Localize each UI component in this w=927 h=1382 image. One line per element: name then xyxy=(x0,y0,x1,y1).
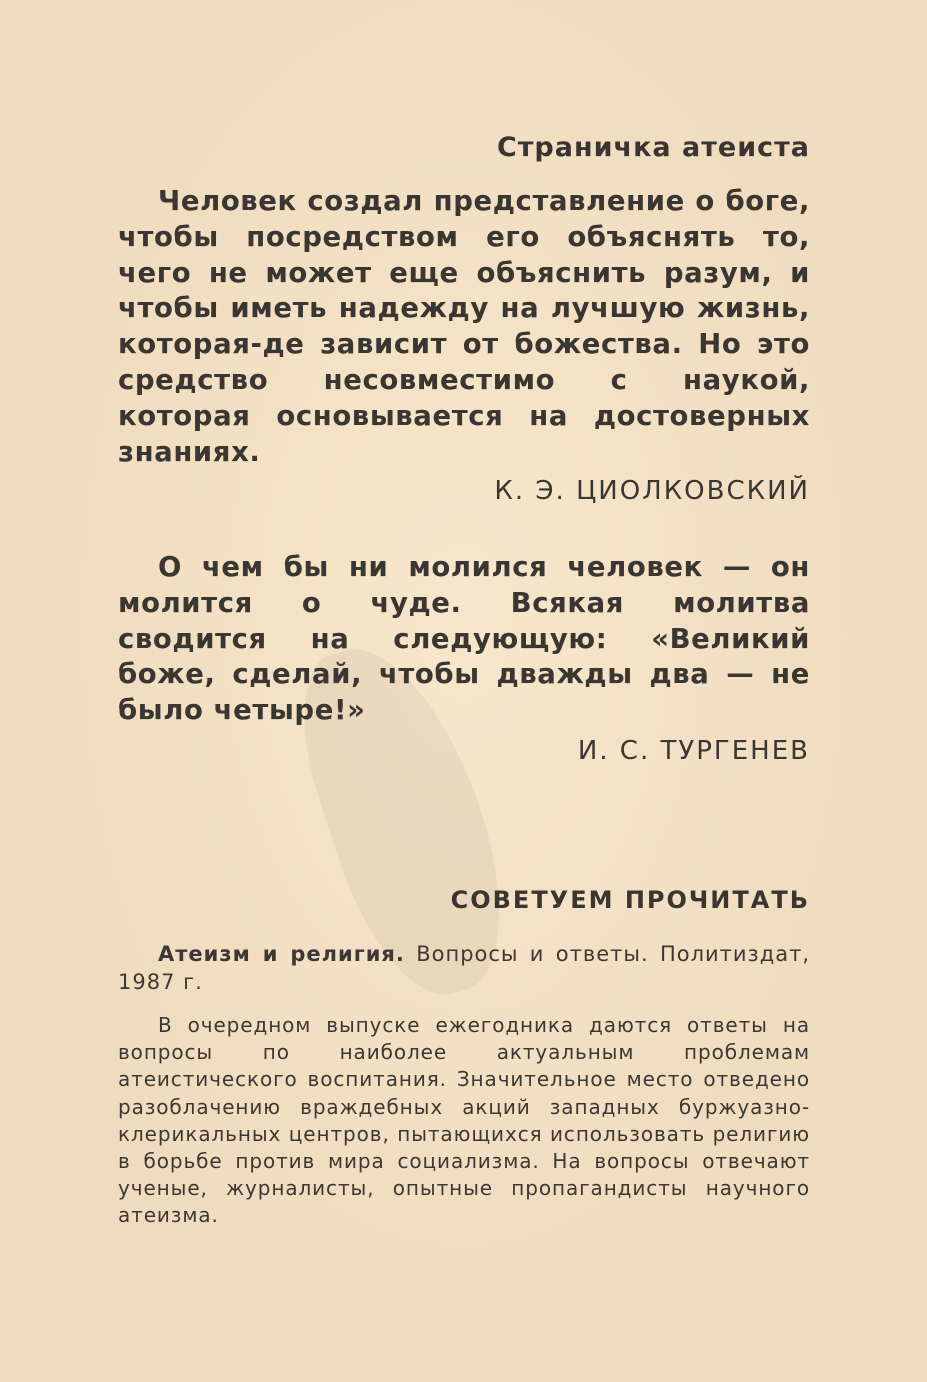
author-turgenev: И. С. ТУРГЕНЕВ xyxy=(577,736,810,766)
quote-tsiolkovsky: Человек создал представление о боге, чтобы посредством его объяснять то, чего не может еще объяснить разум, и чтобы иметь надежду на лучшую жизнь, которая-де зависит от божества. Но это средство несовместимо с наукой, которая основывается на достоверных знаниях. xyxy=(118,185,810,468)
recommend-heading: СОВЕТУЕМ ПРОЧИТАТЬ xyxy=(450,886,810,914)
book-description: В очередном выпуске ежегодника даются ответы на вопросы по наиболее актуальным проблемам атеистического воспитания. Значительное место отведено разоблачению враждебных акций западных буржуазно-клерикальных центров, пытающихся использовать религию в борьбе против мира социализма. На вопросы отвечают ученые, журналисты, опытные пропагандисты научного атеизма. xyxy=(118,1013,810,1228)
book-reference xyxy=(118,940,810,996)
author-tsiolkovsky: К. Э. ЦИОЛКОВСКИЙ xyxy=(494,476,810,506)
quote-turgenev: О чем бы ни молился человек — он молится о чуде. Всякая молитва сводится на следующую: «Великий боже, сделай, чтобы дважды два — не было четыре!» xyxy=(118,551,810,727)
book-details: Вопросы и ответы. Политиздат, 1987 г. xyxy=(118,942,811,994)
section-title: Страничка атеиста xyxy=(496,132,810,163)
book-title: Атеизм и религия. xyxy=(158,942,405,966)
